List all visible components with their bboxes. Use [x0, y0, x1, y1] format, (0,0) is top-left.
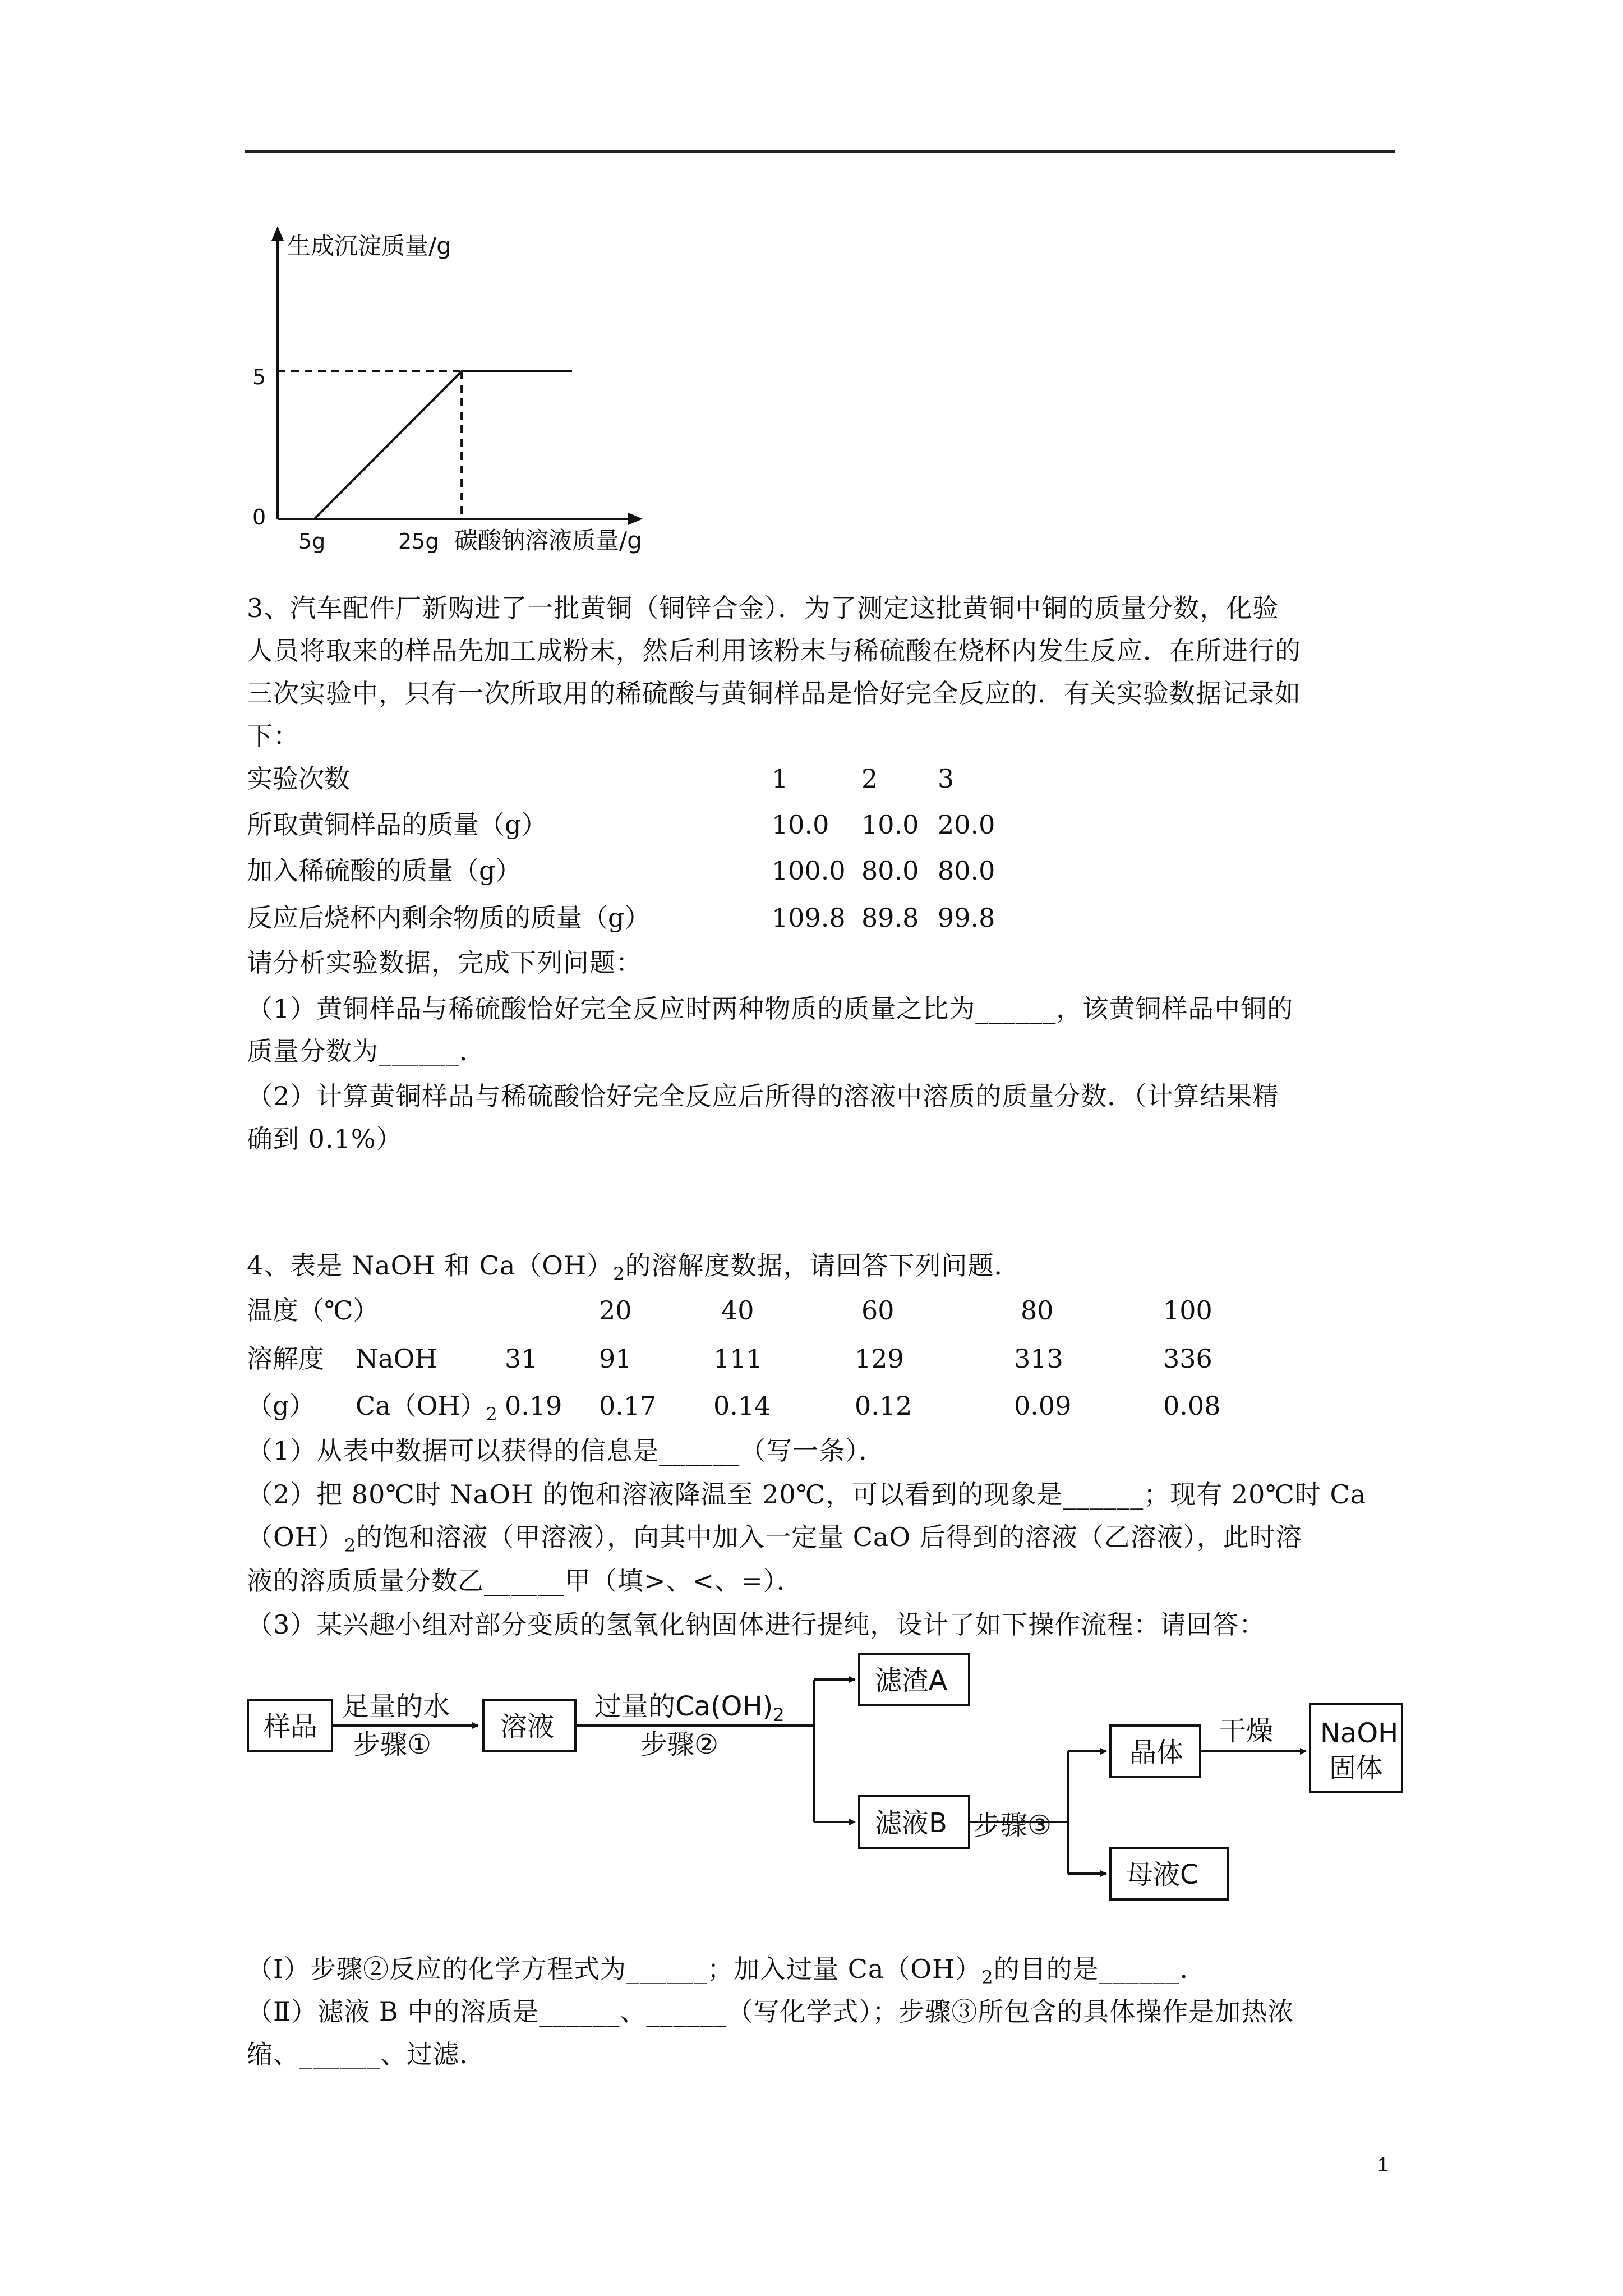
naoh-label: NaOH	[356, 1343, 437, 1374]
caoh-v4: 0.12	[855, 1391, 912, 1421]
q4-intro-pre: 4、表是 NaOH 和 Ca（OH）	[247, 1250, 614, 1281]
q3-row4-v1: 109.8	[772, 903, 846, 933]
page-number: 1	[1377, 2153, 1389, 2176]
q3-row3-v2: 80.0	[861, 855, 919, 886]
q3-intro-line3: 三次实验中，只有一次所取用的稀硫酸与黄铜样品是恰好完全反应的．有关实验数据记录如	[247, 678, 1301, 708]
q3-row4-v3: 99.8	[938, 903, 995, 933]
mother-liquor-label: 母液C	[1126, 1859, 1199, 1890]
y-axis-arrow	[271, 226, 284, 241]
q4-sub-ii-line2: 缩、______、过滤．	[247, 2039, 486, 2069]
dry-label: 干燥	[1219, 1715, 1274, 1747]
y-axis-label: 生成沉淀质量/g	[287, 232, 451, 260]
q4-intro-sub: 2	[613, 1263, 625, 1285]
caoh-label-pre: Ca（OH）	[356, 1391, 486, 1421]
q4-part2-line2-sub: 2	[344, 1535, 357, 1556]
filtrate-label: 滤液B	[875, 1807, 947, 1839]
caoh-v5: 0.09	[1014, 1391, 1072, 1421]
caoh-v2: 0.17	[599, 1391, 657, 1421]
q4-part1: （1）从表中数据可以获得的信息是______（写一条）．	[247, 1435, 886, 1466]
naoh-label-line2: 固体	[1329, 1752, 1384, 1784]
q4-part3: （3）某兴趣小组对部分变质的氢氧化钠固体进行提纯，设计了如下操作流程：请回答：	[247, 1609, 1266, 1640]
caoh-v1: 0.19	[505, 1391, 562, 1421]
precipitate-chart	[236, 222, 673, 558]
solubility-label: 溶解度	[247, 1343, 324, 1374]
water-label: 足量的水	[342, 1691, 450, 1722]
temp-label: 温度（℃）	[247, 1295, 379, 1326]
q3-part1-line2: 质量分数为______．	[247, 1036, 486, 1066]
purification-flow-diagram	[241, 1644, 1413, 1918]
header-rule	[245, 150, 1395, 153]
q3-row1-v3: 3	[938, 763, 955, 794]
q4-intro	[247, 1249, 1020, 1285]
q3-row1-v1: 1	[772, 763, 789, 794]
naoh-v2: 91	[599, 1343, 632, 1374]
q3-row3-label: 加入稀硫酸的质量（g）	[247, 855, 522, 886]
q3-row2-v3: 20.0	[938, 809, 995, 840]
unit-label: （g）	[247, 1391, 315, 1421]
sample-label: 样品	[264, 1711, 318, 1742]
temp-20: 20	[599, 1295, 632, 1326]
crystal-label: 晶体	[1129, 1737, 1184, 1768]
x-tick-5g: 5g	[298, 529, 326, 554]
q3-part2-line1: （2）计算黄铜样品与稀硫酸恰好完全反应后所得的溶液中溶质的质量分数．（计算结果精	[247, 1081, 1279, 1111]
temp-80: 80	[1021, 1295, 1054, 1326]
naoh-v5: 313	[1014, 1343, 1063, 1374]
q3-row3-v3: 80.0	[938, 855, 995, 886]
naoh-v6: 336	[1163, 1343, 1212, 1374]
q3-intro-line2: 人员将取来的样品先加工成粉末，然后利用该粉末与稀硫酸在烧杯内发生反应．在所进行的	[247, 636, 1301, 666]
naoh-label-line1: NaOH	[1320, 1718, 1399, 1749]
precipitate-line	[315, 371, 572, 519]
caoh-reagent-label	[594, 1691, 785, 1726]
x-tick-25g: 25g	[398, 529, 439, 554]
q4-part2-line3: 液的溶质质量分数乙______甲（填>、<、=）．	[247, 1566, 803, 1596]
q3-row2-v1: 10.0	[772, 809, 829, 840]
q3-row2-label: 所取黄铜样品的质量（g）	[247, 809, 547, 840]
caoh-v6: 0.08	[1163, 1391, 1221, 1421]
naoh-v3: 111	[713, 1343, 763, 1374]
caoh-v3: 0.14	[713, 1391, 771, 1421]
caoh-reagent-sub: 2	[773, 1704, 785, 1726]
y-tick-5: 5	[252, 365, 266, 389]
step1-label: 步骤①	[353, 1729, 432, 1760]
caoh-label-sub: 2	[486, 1404, 497, 1425]
q4-sub-i-pre: （Ⅰ）步骤②反应的化学方程式为______；加入过量 Ca（OH）	[247, 1954, 982, 1984]
q4-intro-post: 的溶解度数据，请回答下列问题．	[625, 1250, 1021, 1281]
q3-intro-line1: 3、汽车配件厂新购进了一批黄铜（铜锌合金）．为了测定这批黄铜中铜的质量分数，化验	[247, 593, 1279, 623]
q4-part2-line2	[247, 1520, 1302, 1557]
y-tick-0: 0	[252, 505, 266, 530]
q4-sub-i	[247, 1952, 1206, 1989]
caoh-label	[356, 1389, 497, 1425]
residue-label: 滤渣A	[875, 1665, 947, 1696]
naoh-v1: 31	[505, 1343, 538, 1374]
q4-sub-i-post: 的目的是______．	[993, 1954, 1206, 1984]
step2-label: 步骤②	[640, 1729, 719, 1760]
q4-part2-line2-post: 的饱和溶液（甲溶液），向其中加入一定量 CaO 后得到的溶液（乙溶液），此时溶	[356, 1522, 1302, 1552]
solution-label: 溶液	[500, 1711, 555, 1742]
temp-100: 100	[1163, 1295, 1212, 1326]
q3-row1-label: 实验次数	[247, 763, 350, 794]
q3-part1-line1: （1）黄铜样品与稀硫酸恰好完全反应时两种物质的质量之比为______，该黄铜样品中铜的	[247, 993, 1294, 1024]
q4-sub-i-sub: 2	[981, 1967, 994, 1988]
x-axis-label: 碳酸钠溶液质量/g	[454, 527, 642, 554]
caoh-reagent-pre: 过量的Ca(OH)	[594, 1691, 773, 1722]
naoh-v4: 129	[855, 1343, 904, 1374]
q3-part2-line2: 确到 0.1%）	[247, 1124, 403, 1154]
temp-60: 60	[861, 1295, 895, 1326]
temp-40: 40	[721, 1295, 754, 1326]
x-axis-arrow	[628, 513, 643, 525]
q3-prompt: 请分析实验数据，完成下列问题：	[247, 947, 642, 978]
q4-sub-ii-line1: （Ⅱ）滤液 B 中的溶质是______、______（写化学式）；步骤③所包含的具体操作是加热浓	[247, 1996, 1294, 2027]
q3-row2-v2: 10.0	[861, 809, 919, 840]
q3-row1-v2: 2	[861, 763, 878, 794]
step3-label: 步骤③	[974, 1810, 1052, 1841]
q3-row3-v1: 100.0	[772, 855, 846, 886]
q3-row4-label: 反应后烧杯内剩余物质的质量（g）	[247, 903, 651, 933]
q3-row4-v2: 89.8	[861, 903, 919, 933]
q4-part2-line1: （2）把 80℃时 NaOH 的饱和溶液降温至 20℃，可以看到的现象是______；现有 20℃时 Ca	[247, 1479, 1367, 1510]
q4-part2-line2-pre: （OH）	[247, 1522, 344, 1552]
q3-intro-line4: 下：	[247, 721, 299, 751]
